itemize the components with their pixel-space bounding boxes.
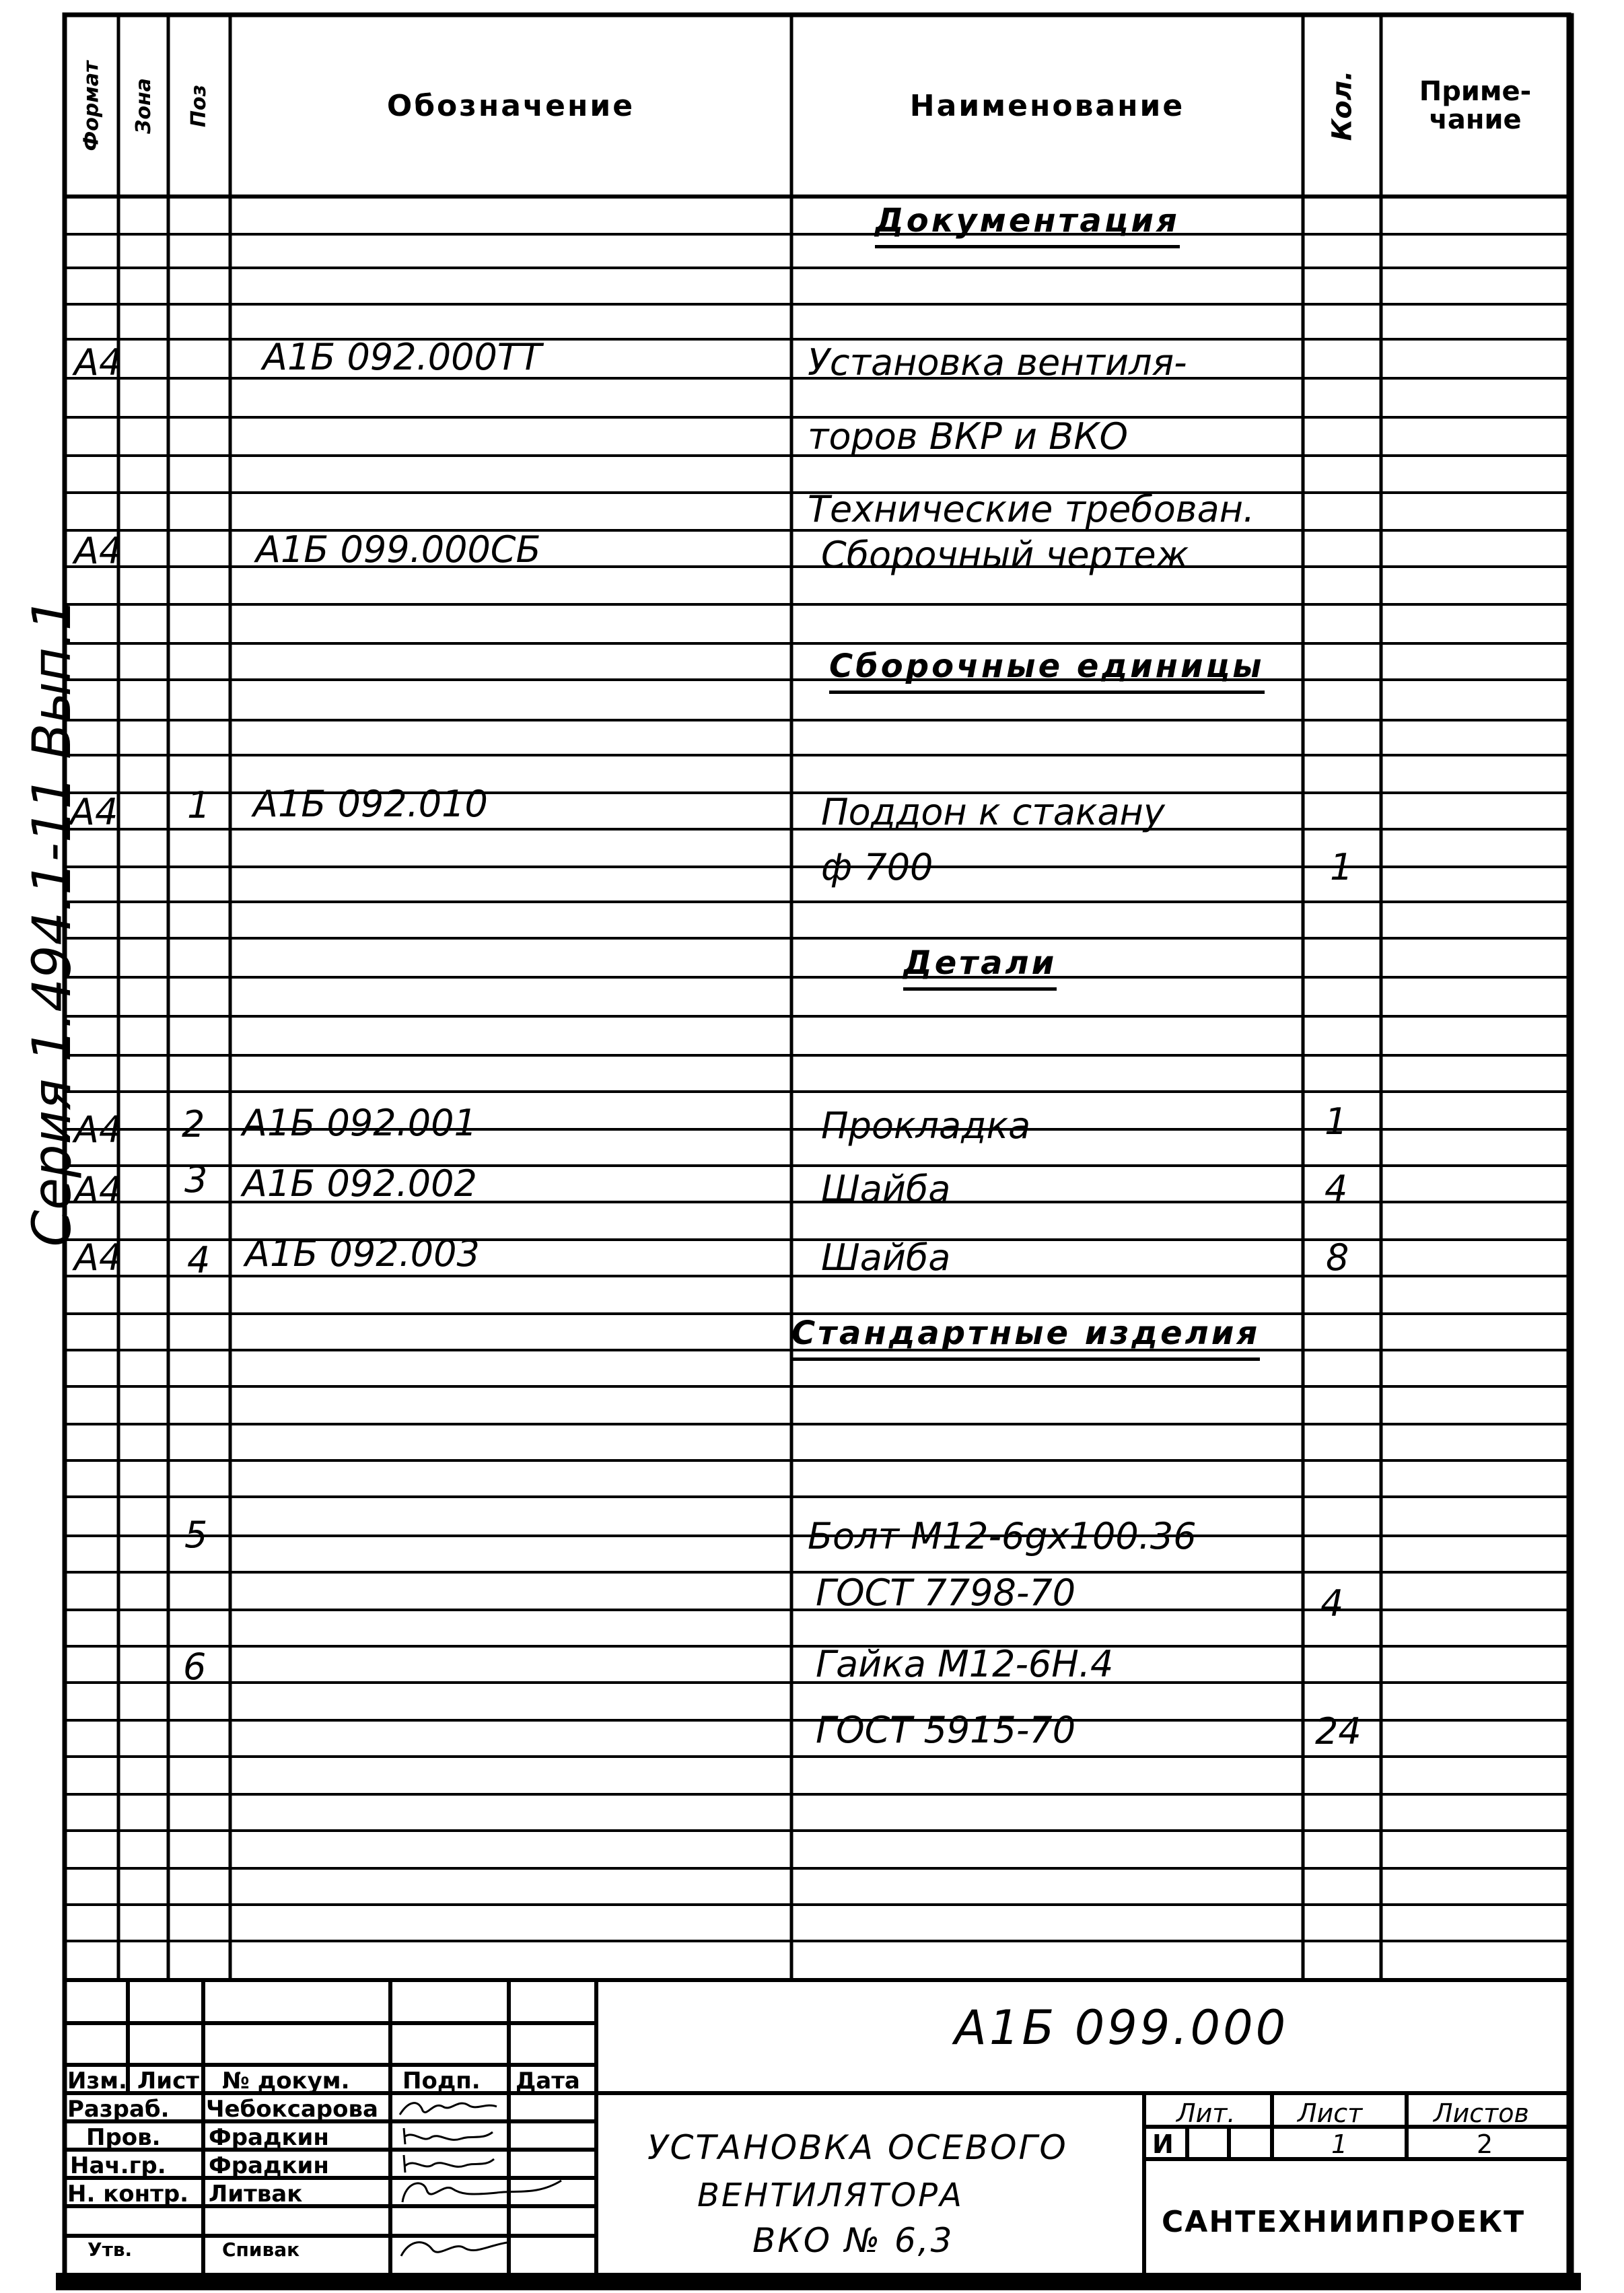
tb-organization: САНТЕХНИИПРОЕКТ (1162, 2205, 1526, 2239)
row-7-name: Прокладка (821, 1104, 1031, 1147)
row-5-designation: А1Б 092.010 (253, 783, 488, 825)
row-13-qty: 24 (1315, 1710, 1362, 1753)
row-10-name: Болт М12-6gх100.36 (808, 1515, 1197, 1557)
tb-name-developer: Чебоксарова (206, 2096, 378, 2123)
header-zone (120, 16, 167, 195)
header-designation (232, 16, 790, 195)
row-10-pos: 5 (184, 1514, 208, 1556)
tb-name-group-head: Фрадкин (209, 2152, 329, 2179)
row-9-pos: 4 (187, 1239, 211, 1281)
tb-role-norm-control: Н. контр. (67, 2181, 189, 2208)
row-5-name: Поддон к стакану (821, 791, 1165, 833)
row-1-designation: А1Б 092.000ТТ (262, 336, 542, 378)
row-9-qty: 8 (1326, 1236, 1349, 1279)
header-format-label: Формат (79, 61, 104, 151)
header-designation-label: Обозначение (386, 88, 635, 123)
tb-col-sign: Подп. (402, 2068, 481, 2094)
signature-group-head (398, 2151, 499, 2177)
signature-developer (396, 2094, 503, 2120)
header-pos-label: Поз (187, 84, 211, 127)
row-9-format: А4 (74, 1236, 122, 1279)
tb-sheets-value: 2 (1477, 2129, 1493, 2159)
header-name (793, 16, 1302, 195)
tb-sheets-label: Листов (1434, 2098, 1529, 2128)
tb-name-checker: Фрадкин (209, 2124, 329, 2151)
row-12-name: Гайка М12-6Н.4 (816, 1643, 1114, 1685)
tb-col-date: Дата (516, 2068, 580, 2094)
row-7-qty: 1 (1325, 1100, 1348, 1143)
row-7-format: А4 (74, 1108, 122, 1151)
row-9-designation: А1Б 092.003 (245, 1232, 480, 1275)
signature-approver (397, 2233, 511, 2263)
row-4-format: А4 (74, 530, 122, 572)
row-1-name: Установка вентиля- (808, 341, 1187, 384)
tb-sheet-label: Лист (1298, 2098, 1363, 2128)
header-qty (1304, 16, 1380, 195)
row-8-qty: 4 (1325, 1168, 1348, 1210)
drawing-title-line-2: ВЕНТИЛЯТОРА (697, 2177, 964, 2214)
row-9-name: Шайба (821, 1236, 951, 1279)
tb-name-norm-control: Литвак (209, 2181, 303, 2208)
row-8-designation: А1Б 092.002 (242, 1162, 477, 1205)
side-series-text: Серия 1.494.1-11 Вып.1 (22, 597, 83, 1247)
row-6-qty: 1 (1330, 846, 1353, 888)
row-11-name: ГОСТ 7798-70 (816, 1572, 1076, 1614)
header-name-label: Наименование (909, 88, 1185, 123)
row-4-designation: А1Б 099.000СБ (256, 528, 541, 571)
tb-col-list: Лист (137, 2068, 199, 2094)
tb-role-developer: Разраб. (67, 2096, 170, 2123)
row-7-pos: 2 (182, 1103, 205, 1145)
section-standard-items: Стандартные изделия (791, 1314, 1260, 1361)
drawing-title-line-3: ВКО № 6,3 (752, 2221, 954, 2260)
section-documentation: Документация (875, 202, 1180, 248)
signature-norm-control (396, 2175, 571, 2209)
tb-role-checker: Пров. (86, 2124, 161, 2151)
row-8-name: Шайба (821, 1168, 951, 1210)
row-1-format: А4 (74, 341, 122, 384)
row-2-name: торов ВКР и ВКО (808, 415, 1129, 458)
signature-checker (398, 2123, 499, 2148)
row-8-pos: 3 (184, 1158, 208, 1201)
header-qty-label: Кол. (1326, 70, 1357, 141)
title-doc-code: А1Б 099.000 (954, 2000, 1289, 2055)
row-12-pos: 6 (183, 1646, 207, 1688)
row-5-format: А4 (70, 791, 118, 833)
header-note (1382, 16, 1568, 195)
tb-sheet-value: 1 (1331, 2129, 1348, 2159)
header-pos (170, 16, 229, 195)
header-note-label: Приме- чание (1419, 76, 1532, 135)
section-assembly-units: Сборочные единицы (829, 647, 1265, 694)
row-3-name: Технические требован. (808, 488, 1255, 530)
row-6-name: ф 700 (821, 846, 933, 888)
row-11-qty: 4 (1320, 1582, 1344, 1625)
tb-role-approver: Утв. (87, 2238, 133, 2261)
row-4-name: Сборочный чертеж (821, 534, 1189, 576)
row-13-name: ГОСТ 5915-70 (816, 1709, 1076, 1751)
header-format (66, 16, 117, 195)
side-series-inscription (12, 597, 93, 1247)
tb-role-group-head: Нач.гр. (70, 2152, 166, 2179)
row-5-pos: 1 (187, 784, 211, 826)
tb-lit-value: И (1152, 2129, 1174, 2159)
tb-lit-label: Лит. (1176, 2098, 1236, 2128)
tb-name-approver: Спивак (222, 2238, 300, 2261)
tb-col-izm: Изм. (67, 2068, 127, 2094)
section-parts: Детали (903, 944, 1057, 991)
row-7-designation: А1Б 092.001 (242, 1102, 477, 1144)
row-8-format: А4 (74, 1169, 122, 1211)
header-zone-label: Зона (131, 77, 155, 134)
tb-col-doc-no: № докум. (222, 2068, 350, 2094)
drawing-title-line-1: УСТАНОВКА ОСЕВОГО (647, 2128, 1068, 2167)
